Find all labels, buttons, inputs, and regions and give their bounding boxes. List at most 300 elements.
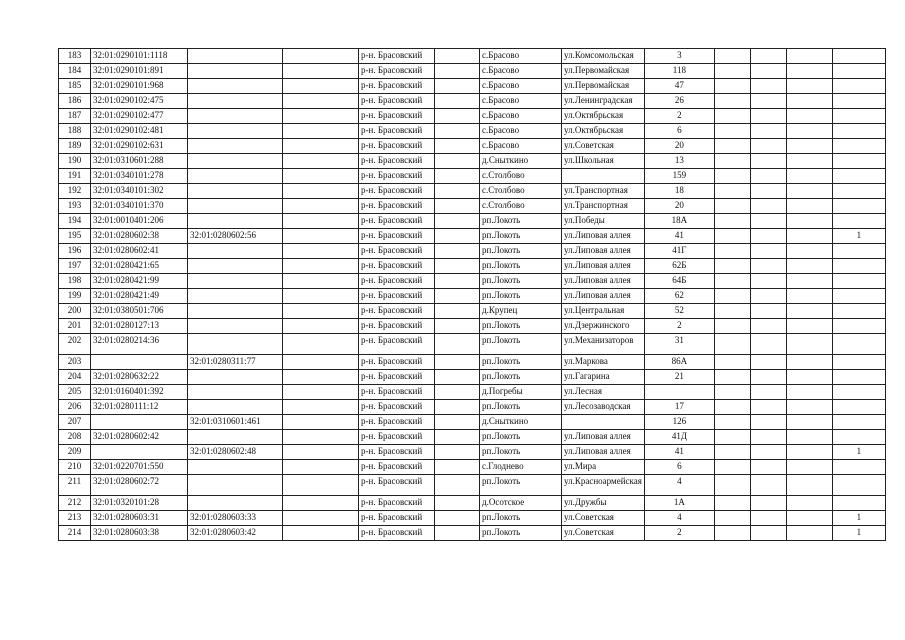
cell-cadastral-number: 32:01:0320101:28 <box>91 496 188 511</box>
cell-district: р-н. Брасовский <box>359 385 435 400</box>
cell-flag-4 <box>832 64 885 79</box>
cell-flag-3 <box>786 154 832 169</box>
table-row <box>59 355 886 370</box>
cell-flag-2 <box>750 184 786 199</box>
cell-cadastral-number: 32:01:0280632:22 <box>91 370 188 385</box>
cell-settlement-type <box>435 400 480 415</box>
cell-settlement-type <box>435 415 480 430</box>
table-row <box>59 526 886 541</box>
cell-cadastral-number: 32:01:0290102:475 <box>91 94 188 109</box>
cell-row-number: 208 <box>59 430 91 445</box>
table-row <box>59 79 886 94</box>
cell-house-number: 41 <box>644 229 714 244</box>
cell-street: ул.Липовая аллея <box>562 289 645 304</box>
cell-district: р-н. Брасовский <box>359 289 435 304</box>
cell-cadastral-number <box>91 355 188 370</box>
cell-street: ул.Первомайская <box>562 79 645 94</box>
cell-flag-1 <box>714 94 750 109</box>
cell-flag-1 <box>714 370 750 385</box>
cell-flag-1 <box>714 124 750 139</box>
table-row <box>59 94 886 109</box>
cell-parent-cadastral-number <box>188 319 283 334</box>
table-row <box>59 445 886 460</box>
cell-row-number: 192 <box>59 184 91 199</box>
table-row <box>59 511 886 526</box>
property-register-table <box>58 48 886 541</box>
cell-settlement: рп.Локоть <box>480 214 562 229</box>
cell-flag-3 <box>786 139 832 154</box>
cell-flag-1 <box>714 214 750 229</box>
cell-flag-3 <box>786 319 832 334</box>
cell-district: р-н. Брасовский <box>359 526 435 541</box>
cell-flag-4 <box>832 334 885 355</box>
cell-flag-1 <box>714 526 750 541</box>
cell-extra-column <box>283 334 359 355</box>
cell-cadastral-number: 32:01:0280603:31 <box>91 511 188 526</box>
cell-flag-3 <box>786 445 832 460</box>
cell-flag-4 <box>832 79 885 94</box>
cell-parent-cadastral-number: 32:01:0280602:48 <box>188 445 283 460</box>
cell-flag-1 <box>714 460 750 475</box>
cell-flag-1 <box>714 154 750 169</box>
cell-flag-1 <box>714 229 750 244</box>
cell-flag-4 <box>832 139 885 154</box>
cell-flag-1 <box>714 64 750 79</box>
cell-flag-3 <box>786 94 832 109</box>
cell-flag-1 <box>714 496 750 511</box>
cell-row-number: 210 <box>59 460 91 475</box>
cell-parent-cadastral-number: 32:01:0280603:42 <box>188 526 283 541</box>
cell-settlement-type <box>435 154 480 169</box>
cell-district: р-н. Брасовский <box>359 94 435 109</box>
cell-row-number: 207 <box>59 415 91 430</box>
table-row <box>59 460 886 475</box>
cell-street: ул.Маркова <box>562 355 645 370</box>
cell-house-number <box>644 385 714 400</box>
cell-cadastral-number: 32:01:0290102:631 <box>91 139 188 154</box>
cell-flag-3 <box>786 304 832 319</box>
cell-settlement: д.Погребы <box>480 385 562 400</box>
cell-flag-3 <box>786 385 832 400</box>
cell-settlement-type <box>435 244 480 259</box>
cell-settlement-type <box>435 496 480 511</box>
cell-settlement-type <box>435 139 480 154</box>
cell-flag-1 <box>714 475 750 496</box>
cell-settlement: рп.Локоть <box>480 229 562 244</box>
cell-flag-2 <box>750 370 786 385</box>
cell-settlement-type <box>435 460 480 475</box>
cell-settlement-type <box>435 124 480 139</box>
cell-flag-4: 1 <box>832 526 885 541</box>
cell-extra-column <box>283 94 359 109</box>
cell-flag-3 <box>786 430 832 445</box>
cell-cadastral-number: 32:01:0290102:477 <box>91 109 188 124</box>
cell-row-number: 188 <box>59 124 91 139</box>
cell-parent-cadastral-number <box>188 430 283 445</box>
cell-flag-1 <box>714 244 750 259</box>
cell-street: ул.Транспортная <box>562 184 645 199</box>
cell-district: р-н. Брасовский <box>359 169 435 184</box>
cell-parent-cadastral-number <box>188 289 283 304</box>
cell-flag-1 <box>714 79 750 94</box>
cell-parent-cadastral-number <box>188 184 283 199</box>
cell-flag-2 <box>750 94 786 109</box>
cell-settlement-type <box>435 319 480 334</box>
cell-parent-cadastral-number <box>188 214 283 229</box>
cell-extra-column <box>283 445 359 460</box>
cell-flag-3 <box>786 460 832 475</box>
cell-settlement-type <box>435 49 480 64</box>
cell-flag-3 <box>786 199 832 214</box>
cell-house-number: 20 <box>644 199 714 214</box>
cell-cadastral-number: 32:01:0280111:12 <box>91 400 188 415</box>
cell-cadastral-number: 32:01:0380501:706 <box>91 304 188 319</box>
table-row <box>59 319 886 334</box>
cell-flag-2 <box>750 304 786 319</box>
cell-cadastral-number: 32:01:0340101:302 <box>91 184 188 199</box>
cell-house-number: 64Б <box>644 274 714 289</box>
cell-flag-3 <box>786 415 832 430</box>
cell-flag-2 <box>750 475 786 496</box>
table-row <box>59 229 886 244</box>
table-row <box>59 49 886 64</box>
cell-cadastral-number: 32:01:0280602:41 <box>91 244 188 259</box>
table-row <box>59 496 886 511</box>
cell-flag-4: 1 <box>832 229 885 244</box>
cell-flag-3 <box>786 49 832 64</box>
cell-settlement: с.Брасово <box>480 64 562 79</box>
cell-house-number: 2 <box>644 109 714 124</box>
cell-row-number: 209 <box>59 445 91 460</box>
cell-settlement-type <box>435 214 480 229</box>
cell-row-number: 212 <box>59 496 91 511</box>
cell-settlement: с.Глоднево <box>480 460 562 475</box>
cell-flag-4 <box>832 109 885 124</box>
cell-flag-2 <box>750 415 786 430</box>
cell-flag-2 <box>750 64 786 79</box>
cell-settlement: с.Столбово <box>480 199 562 214</box>
cell-cadastral-number: 32:01:0280603:38 <box>91 526 188 541</box>
cell-row-number: 203 <box>59 355 91 370</box>
cell-flag-4 <box>832 199 885 214</box>
cell-parent-cadastral-number <box>188 64 283 79</box>
cell-flag-4 <box>832 169 885 184</box>
cell-cadastral-number: 32:01:0280602:72 <box>91 475 188 496</box>
cell-parent-cadastral-number: 32:01:0310601:461 <box>188 415 283 430</box>
cell-flag-1 <box>714 415 750 430</box>
cell-street: ул.Советская <box>562 511 645 526</box>
cell-house-number: 126 <box>644 415 714 430</box>
cell-district: р-н. Брасовский <box>359 229 435 244</box>
cell-street: ул.Красноармейская <box>562 475 645 496</box>
table-row <box>59 259 886 274</box>
cell-house-number: 86А <box>644 355 714 370</box>
cell-cadastral-number: 32:01:0280421:65 <box>91 259 188 274</box>
cell-flag-4 <box>832 385 885 400</box>
cell-flag-2 <box>750 169 786 184</box>
cell-flag-2 <box>750 244 786 259</box>
cell-street: ул.Победы <box>562 214 645 229</box>
cell-flag-2 <box>750 199 786 214</box>
cell-parent-cadastral-number <box>188 259 283 274</box>
table-row <box>59 64 886 79</box>
cell-house-number: 21 <box>644 370 714 385</box>
cell-settlement: рп.Локоть <box>480 355 562 370</box>
cell-district: р-н. Брасовский <box>359 154 435 169</box>
cell-settlement-type <box>435 355 480 370</box>
cell-row-number: 198 <box>59 274 91 289</box>
cell-house-number: 17 <box>644 400 714 415</box>
cell-flag-4 <box>832 319 885 334</box>
cell-flag-2 <box>750 445 786 460</box>
cell-settlement-type <box>435 475 480 496</box>
cell-street: ул.Механизаторов <box>562 334 645 355</box>
cell-flag-3 <box>786 526 832 541</box>
cell-cadastral-number: 32:01:0280421:49 <box>91 289 188 304</box>
cell-flag-2 <box>750 109 786 124</box>
cell-cadastral-number: 32:01:0340101:278 <box>91 169 188 184</box>
cell-row-number: 184 <box>59 64 91 79</box>
cell-row-number: 190 <box>59 154 91 169</box>
cell-settlement-type <box>435 169 480 184</box>
cell-extra-column <box>283 400 359 415</box>
cell-extra-column <box>283 526 359 541</box>
cell-house-number: 159 <box>644 169 714 184</box>
cell-district: р-н. Брасовский <box>359 259 435 274</box>
cell-district: р-н. Брасовский <box>359 496 435 511</box>
cell-settlement: рп.Локоть <box>480 400 562 415</box>
cell-parent-cadastral-number <box>188 109 283 124</box>
cell-settlement: рп.Локоть <box>480 511 562 526</box>
cell-district: р-н. Брасовский <box>359 184 435 199</box>
cell-street: ул.Липовая аллея <box>562 430 645 445</box>
cell-settlement: с.Брасово <box>480 139 562 154</box>
cell-flag-4: 1 <box>832 445 885 460</box>
cell-flag-4 <box>832 355 885 370</box>
cell-cadastral-number: 32:01:0290102:481 <box>91 124 188 139</box>
cell-house-number: 26 <box>644 94 714 109</box>
cell-district: р-н. Брасовский <box>359 400 435 415</box>
cell-row-number: 187 <box>59 109 91 124</box>
cell-flag-1 <box>714 49 750 64</box>
cell-flag-1 <box>714 304 750 319</box>
cell-house-number: 41 <box>644 445 714 460</box>
cell-row-number: 195 <box>59 229 91 244</box>
cell-cadastral-number: 32:01:0220701:550 <box>91 460 188 475</box>
cell-parent-cadastral-number <box>188 244 283 259</box>
cell-house-number: 41Г <box>644 244 714 259</box>
cell-house-number: 1А <box>644 496 714 511</box>
cell-flag-3 <box>786 334 832 355</box>
cell-parent-cadastral-number <box>188 460 283 475</box>
cell-street: ул.Школьная <box>562 154 645 169</box>
cell-district: р-н. Брасовский <box>359 445 435 460</box>
cell-house-number: 62 <box>644 289 714 304</box>
cell-parent-cadastral-number: 32:01:0280603:33 <box>188 511 283 526</box>
cell-row-number: 185 <box>59 79 91 94</box>
cell-row-number: 213 <box>59 511 91 526</box>
cell-flag-3 <box>786 124 832 139</box>
cell-flag-4 <box>832 289 885 304</box>
cell-street: ул.Октябрьская <box>562 124 645 139</box>
cell-row-number: 206 <box>59 400 91 415</box>
cell-settlement-type <box>435 64 480 79</box>
cell-flag-2 <box>750 154 786 169</box>
cell-extra-column <box>283 475 359 496</box>
cell-cadastral-number: 32:01:0280127:13 <box>91 319 188 334</box>
cell-parent-cadastral-number <box>188 94 283 109</box>
cell-street: ул.Лесная <box>562 385 645 400</box>
cell-street: ул.Липовая аллея <box>562 259 645 274</box>
cell-parent-cadastral-number <box>188 274 283 289</box>
table-row <box>59 109 886 124</box>
cell-extra-column <box>283 184 359 199</box>
cell-settlement-type <box>435 184 480 199</box>
cell-flag-2 <box>750 289 786 304</box>
table-row <box>59 124 886 139</box>
cell-settlement-type <box>435 445 480 460</box>
table-row <box>59 334 886 355</box>
cell-flag-3 <box>786 169 832 184</box>
cell-row-number: 196 <box>59 244 91 259</box>
cell-flag-2 <box>750 229 786 244</box>
cell-settlement: с.Брасово <box>480 124 562 139</box>
cell-parent-cadastral-number <box>188 124 283 139</box>
cell-flag-3 <box>786 511 832 526</box>
cell-house-number: 47 <box>644 79 714 94</box>
cell-flag-3 <box>786 496 832 511</box>
cell-flag-4 <box>832 274 885 289</box>
cell-flag-2 <box>750 259 786 274</box>
table-row <box>59 214 886 229</box>
cell-extra-column <box>283 370 359 385</box>
cell-district: р-н. Брасовский <box>359 334 435 355</box>
cell-parent-cadastral-number <box>188 304 283 319</box>
cell-settlement: рп.Локоть <box>480 259 562 274</box>
cell-extra-column <box>283 511 359 526</box>
cell-flag-2 <box>750 400 786 415</box>
cell-row-number: 183 <box>59 49 91 64</box>
table-row <box>59 304 886 319</box>
cell-parent-cadastral-number: 32:01:0280602:56 <box>188 229 283 244</box>
cell-cadastral-number: 32:01:0310601:288 <box>91 154 188 169</box>
cell-flag-2 <box>750 319 786 334</box>
cell-settlement: д.Сныткино <box>480 154 562 169</box>
cell-row-number: 201 <box>59 319 91 334</box>
cell-settlement: с.Брасово <box>480 79 562 94</box>
cell-district: р-н. Брасовский <box>359 109 435 124</box>
cell-extra-column <box>283 199 359 214</box>
table-row <box>59 244 886 259</box>
cell-district: р-н. Брасовский <box>359 304 435 319</box>
cell-flag-1 <box>714 511 750 526</box>
cell-settlement: д.Осотское <box>480 496 562 511</box>
cell-street <box>562 169 645 184</box>
cell-flag-1 <box>714 169 750 184</box>
cell-cadastral-number: 32:01:0280421:99 <box>91 274 188 289</box>
cell-extra-column <box>283 109 359 124</box>
cell-extra-column <box>283 169 359 184</box>
cell-street: ул.Гагарина <box>562 370 645 385</box>
cell-street: ул.Комсомольская <box>562 49 645 64</box>
cell-flag-4 <box>832 430 885 445</box>
cell-extra-column <box>283 289 359 304</box>
cell-row-number: 199 <box>59 289 91 304</box>
cell-street: ул.Советская <box>562 139 645 154</box>
cell-row-number: 204 <box>59 370 91 385</box>
cell-flag-2 <box>750 49 786 64</box>
cell-cadastral-number: 32:01:0280602:38 <box>91 229 188 244</box>
cell-cadastral-number: 32:01:0010401:206 <box>91 214 188 229</box>
cell-cadastral-number <box>91 445 188 460</box>
cell-cadastral-number: 32:01:0290101:1118 <box>91 49 188 64</box>
cell-street: ул.Дружбы <box>562 496 645 511</box>
cell-flag-1 <box>714 139 750 154</box>
cell-row-number: 200 <box>59 304 91 319</box>
cell-district: р-н. Брасовский <box>359 475 435 496</box>
cell-extra-column <box>283 124 359 139</box>
cell-flag-2 <box>750 430 786 445</box>
table-body <box>59 49 886 541</box>
cell-flag-2 <box>750 385 786 400</box>
cell-flag-3 <box>786 259 832 274</box>
cell-flag-3 <box>786 289 832 304</box>
cell-flag-1 <box>714 199 750 214</box>
cell-extra-column <box>283 214 359 229</box>
cell-flag-4 <box>832 304 885 319</box>
cell-street: ул.Липовая аллея <box>562 244 645 259</box>
cell-flag-1 <box>714 184 750 199</box>
cell-street: ул.Дзержинского <box>562 319 645 334</box>
cell-settlement: с.Брасово <box>480 109 562 124</box>
cell-parent-cadastral-number <box>188 49 283 64</box>
cell-settlement-type <box>435 79 480 94</box>
cell-flag-4 <box>832 184 885 199</box>
cell-settlement: рп.Локоть <box>480 526 562 541</box>
cell-house-number: 4 <box>644 511 714 526</box>
table-row <box>59 154 886 169</box>
cell-extra-column <box>283 319 359 334</box>
cell-house-number: 31 <box>644 334 714 355</box>
cell-street: ул.Советская <box>562 526 645 541</box>
cell-house-number: 118 <box>644 64 714 79</box>
cell-flag-4 <box>832 475 885 496</box>
cell-street: ул.Липовая аллея <box>562 229 645 244</box>
cell-house-number: 6 <box>644 124 714 139</box>
cell-flag-1 <box>714 355 750 370</box>
cell-flag-2 <box>750 124 786 139</box>
cell-flag-4 <box>832 49 885 64</box>
cell-settlement: рп.Локоть <box>480 289 562 304</box>
cell-extra-column <box>283 304 359 319</box>
cell-parent-cadastral-number <box>188 385 283 400</box>
table-row <box>59 274 886 289</box>
cell-flag-3 <box>786 64 832 79</box>
cell-street: ул.Мира <box>562 460 645 475</box>
cell-flag-2 <box>750 79 786 94</box>
cell-cadastral-number <box>91 415 188 430</box>
cell-flag-2 <box>750 496 786 511</box>
cell-settlement: с.Столбово <box>480 184 562 199</box>
cell-parent-cadastral-number <box>188 79 283 94</box>
cell-settlement: рп.Локоть <box>480 319 562 334</box>
cell-extra-column <box>283 496 359 511</box>
cell-district: р-н. Брасовский <box>359 79 435 94</box>
cell-row-number: 191 <box>59 169 91 184</box>
cell-parent-cadastral-number <box>188 370 283 385</box>
cell-flag-1 <box>714 274 750 289</box>
cell-parent-cadastral-number <box>188 199 283 214</box>
